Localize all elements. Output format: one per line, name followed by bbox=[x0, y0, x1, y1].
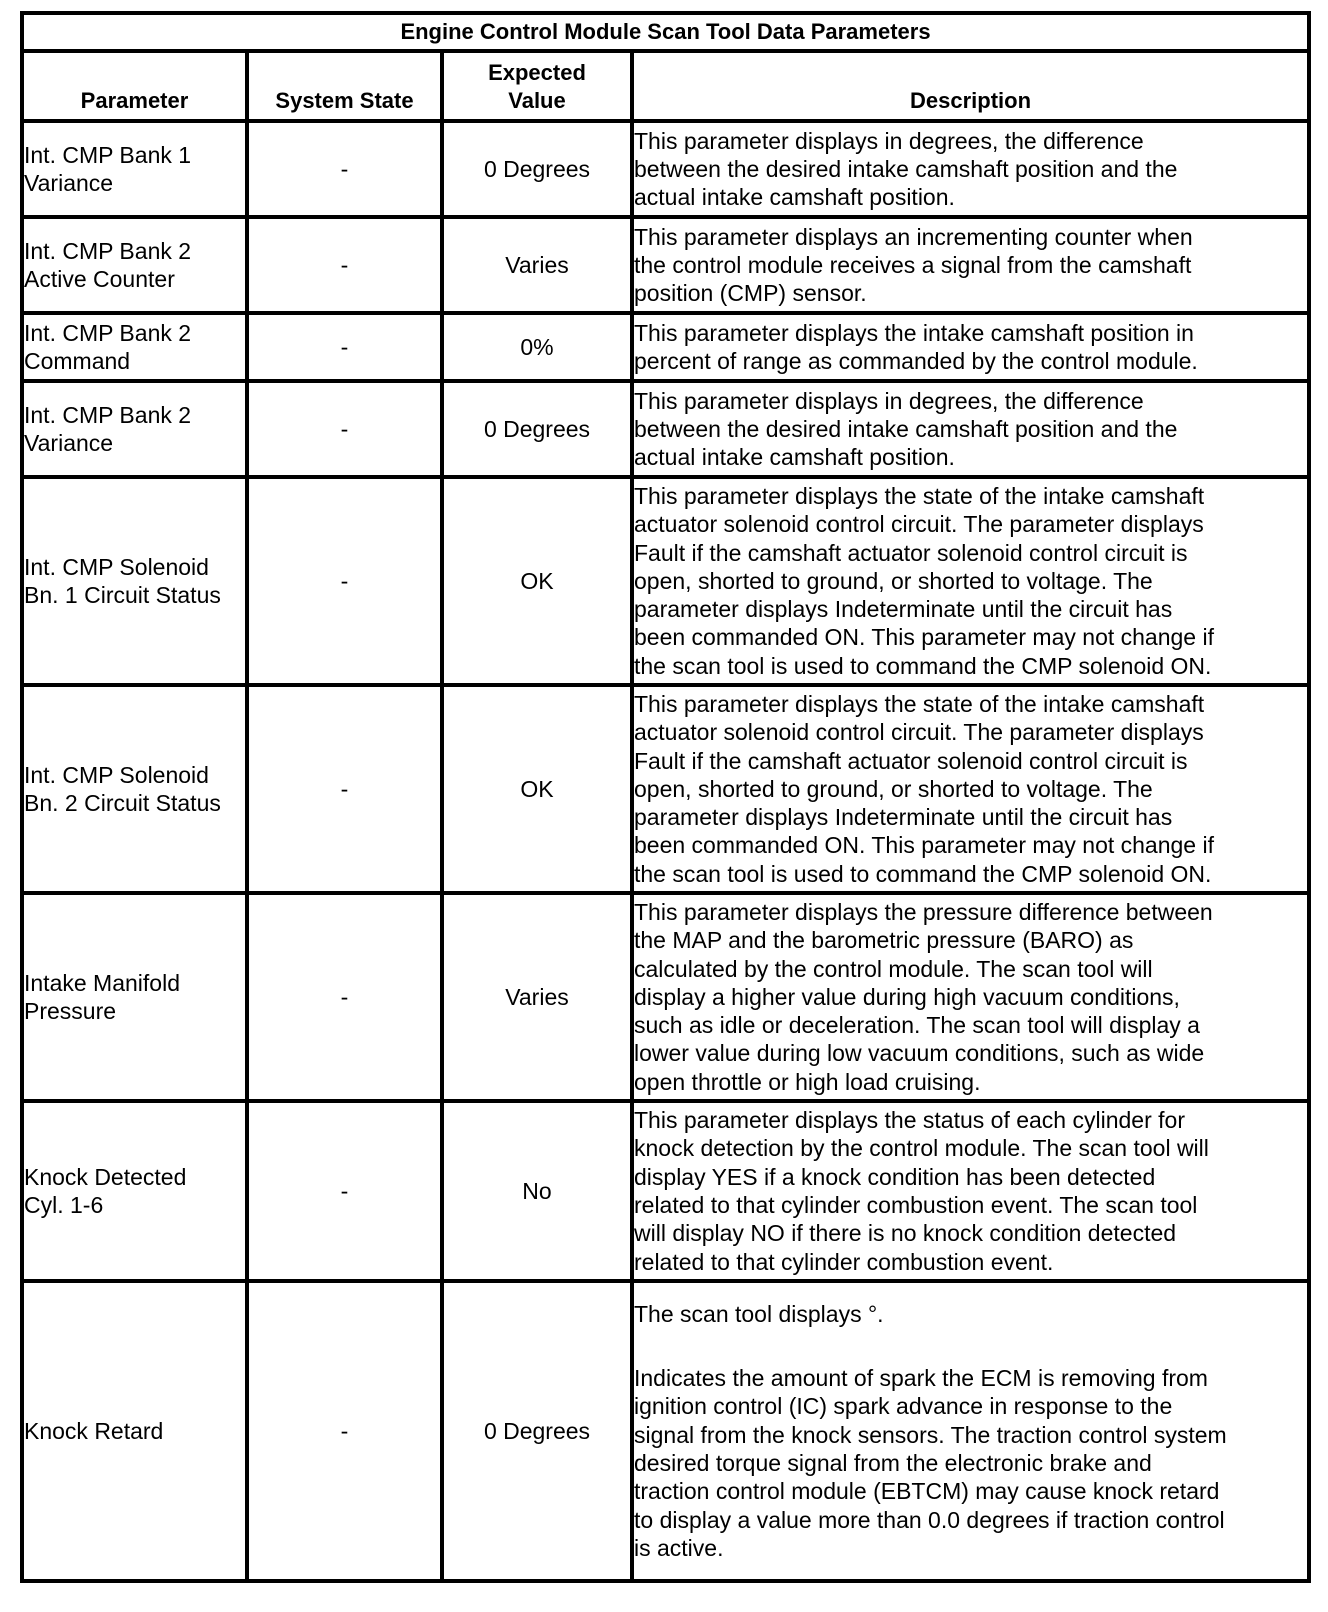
column-header-expected-value: Expected Value bbox=[442, 51, 632, 121]
description-cell: This parameter displays in degrees, the difference between the desired intake camshaft position and the actual intake camshaft position. bbox=[632, 121, 1309, 217]
description-cell: This parameter displays the state of the intake camshaft actuator solenoid control circuit. The parameter displays Fault if the camshaft actuator solenoid control circuit is open, shorted to ground, or shorted to voltage. The parameter displays Indeterminate until the circuit has been commanded ON. This parameter may not change if the scan tool is used to command the CMP solenoid ON. bbox=[632, 685, 1309, 893]
table-title: Engine Control Module Scan Tool Data Parameters bbox=[22, 13, 1309, 51]
parameter-cell: Int. CMP Bank 1 Variance bbox=[22, 121, 247, 217]
system-state-cell: - bbox=[247, 313, 442, 381]
expected-value-cell: 0 Degrees bbox=[442, 121, 632, 217]
parameter-cell: Int. CMP Solenoid Bn. 2 Circuit Status bbox=[22, 685, 247, 893]
column-header-system-state: System State bbox=[247, 51, 442, 121]
expected-value-cell: Varies bbox=[442, 893, 632, 1101]
description-intro: The scan tool displays °. bbox=[634, 1300, 884, 1327]
table-row bbox=[22, 1281, 1309, 1581]
description-cell: This parameter displays the status of each cylinder for knock detection by the control module. The scan tool will display YES if a knock condition has been detected related to that cylinder combustion event. The scan tool will display NO if there is no knock condition detected related to that cylinder combustion event. bbox=[632, 1101, 1309, 1281]
table-row bbox=[22, 893, 1309, 1101]
expected-value-cell: No bbox=[442, 1101, 632, 1281]
column-header-parameter: Parameter bbox=[22, 51, 247, 121]
parameter-cell: Int. CMP Solenoid Bn. 1 Circuit Status bbox=[22, 477, 247, 685]
scan-tool-data-table bbox=[20, 11, 1311, 1583]
description-cell: This parameter displays the state of the intake camshaft actuator solenoid control circuit. The parameter displays Fault if the camshaft actuator solenoid control circuit is open, shorted to ground, or shorted to voltage. The parameter displays Indeterminate until the circuit has been commanded ON. This parameter may not change if the scan tool is used to command the CMP solenoid ON. bbox=[632, 477, 1309, 685]
table-row bbox=[22, 313, 1309, 381]
expected-value-cell: Varies bbox=[442, 217, 632, 313]
parameter-cell: Int. CMP Bank 2 Active Counter bbox=[22, 217, 247, 313]
system-state-cell: - bbox=[247, 893, 442, 1101]
expected-value-cell: OK bbox=[442, 477, 632, 685]
system-state-cell: - bbox=[247, 217, 442, 313]
table-row bbox=[22, 217, 1309, 313]
expected-value-cell: 0 Degrees bbox=[442, 381, 632, 477]
system-state-cell: - bbox=[247, 1281, 442, 1581]
description-cell bbox=[632, 1281, 1309, 1581]
table-row bbox=[22, 685, 1309, 893]
parameter-cell: Intake Manifold Pressure bbox=[22, 893, 247, 1101]
expected-value-cell: 0 Degrees bbox=[442, 1281, 632, 1581]
description-cell: This parameter displays an incrementing counter when the control module receives a signal from the camshaft position (CMP) sensor. bbox=[632, 217, 1309, 313]
table-row bbox=[22, 121, 1309, 217]
expected-value-cell: OK bbox=[442, 685, 632, 893]
expected-value-cell: 0% bbox=[442, 313, 632, 381]
table-row bbox=[22, 1101, 1309, 1281]
system-state-cell: - bbox=[247, 477, 442, 685]
system-state-cell: - bbox=[247, 1101, 442, 1281]
system-state-cell: - bbox=[247, 381, 442, 477]
description-body: Indicates the amount of spark the ECM is removing from ignition control (IC) spark advance in response to the signal from the knock sensors. The traction control system desired torque signal from the electronic brake and traction control module (EBTCM) may cause knock retard to display a value more than 0.0 degrees if traction control is active. bbox=[634, 1365, 1227, 1561]
parameter-cell: Int. CMP Bank 2 Variance bbox=[22, 381, 247, 477]
system-state-cell: - bbox=[247, 121, 442, 217]
description-cell: This parameter displays in degrees, the difference between the desired intake camshaft position and the actual intake camshaft position. bbox=[632, 381, 1309, 477]
description-cell: This parameter displays the intake camshaft position in percent of range as commanded by the control module. bbox=[632, 313, 1309, 381]
description-cell: This parameter displays the pressure difference between the MAP and the barometric pressure (BARO) as calculated by the control module. The scan tool will display a higher value during high vacuum conditions, such as idle or deceleration. The scan tool will display a lower value during low vacuum conditions, such as wide open throttle or high load cruising. bbox=[632, 893, 1309, 1101]
column-header-description: Description bbox=[632, 51, 1309, 121]
parameter-cell: Int. CMP Bank 2 Command bbox=[22, 313, 247, 381]
system-state-cell: - bbox=[247, 685, 442, 893]
table-row bbox=[22, 477, 1309, 685]
parameter-cell: Knock Retard bbox=[22, 1281, 247, 1581]
parameter-cell: Knock Detected Cyl. 1-6 bbox=[22, 1101, 247, 1281]
table-row bbox=[22, 381, 1309, 477]
